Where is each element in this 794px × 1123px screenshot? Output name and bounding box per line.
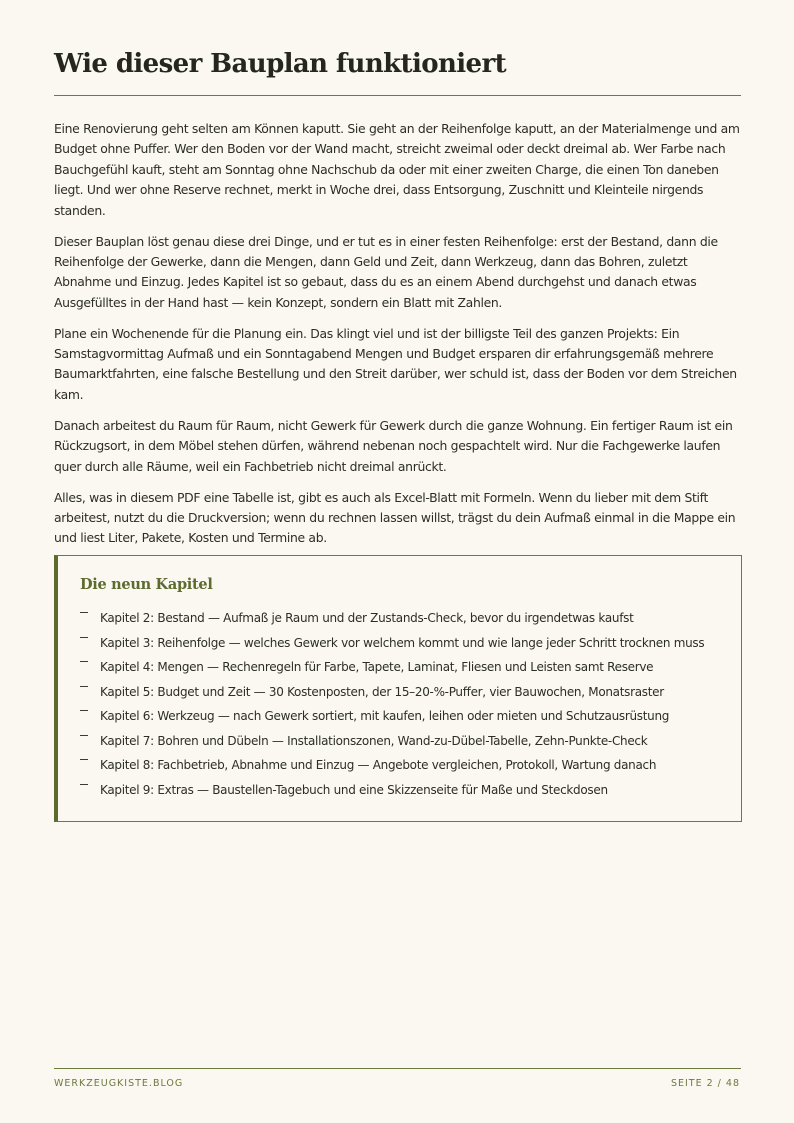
- chapter-list-item: [80, 632, 720, 657]
- chapter-list-item: [80, 754, 720, 779]
- chapter-label: Kapitel 5: Budget und Zeit — 30 Kostenposten, der 15–20-%-Puffer, vier Bauwochen, Monatsraster: [100, 684, 664, 699]
- title-divider: [54, 95, 741, 96]
- footer-page-number: SEITE 2 / 48: [670, 1078, 740, 1089]
- dash-bullet-icon: [80, 637, 88, 638]
- chapter-list-item: [80, 681, 720, 706]
- dash-bullet-icon: [80, 710, 88, 711]
- chapter-label: Kapitel 7: Bohren und Dübeln — Installationszonen, Wand-zu-Dübel-Tabelle, Zehn-Punkte-Check: [100, 733, 648, 748]
- chapter-label: Kapitel 4: Mengen — Rechenregeln für Farbe, Tapete, Laminat, Fliesen und Leisten samt Reserve: [100, 660, 654, 674]
- chapter-label: Kapitel 9: Extras — Baustellen-Tagebuch und eine Skizzenseite für Maße und Steckdosen: [100, 782, 608, 797]
- chapter-label: Kapitel 6: Werkzeug — nach Gewerk sortiert, mit kaufen, leihen oder mieten und Schutzausrüstung: [100, 709, 670, 723]
- chapter-label: Kapitel 2: Bestand — Aufmaß je Raum und der Zustands-Check, bevor du irgendetwas kaufst: [100, 611, 634, 625]
- page-title: Wie dieser Bauplan funktioniert: [54, 49, 506, 79]
- dash-bullet-icon: [80, 661, 88, 662]
- paragraph: Alles, was in diesem PDF eine Tabelle ist, gibt es auch als Excel-Blatt mit Formeln. Wenn du lieber mit dem Stift arbeitest, nutzt du die Druckversion; wenn du rechnen lassen willst, trägst du dein Aufmaß einmal in die Mappe ein und liest Liter, Pakete, Kosten und Termine ab.: [54, 489, 736, 546]
- chapter-list-item: [80, 705, 720, 730]
- chapter-list-item: [80, 730, 720, 755]
- body-text: [54, 119, 742, 559]
- footer-divider: [54, 1068, 741, 1069]
- chapter-list-item: [80, 779, 720, 804]
- paragraph: Eine Renovierung geht selten am Können kaputt. Sie geht an der Reihenfolge kaputt, an der Materialmenge und am Budget ohne Puffer. Wer den Boden vor der Wand macht, streicht zweimal oder deckt dreimal ab. Wer Farbe nach Bauchgefühl kauft, steht am Sonntag ohne Nachschub da oder mit einer zweiten Charge, die einen Ton daneben liegt. Und wer ohne Reserve rechnet, merkt in Woche drei, dass Entsorgung, Zuschnitt und Kleinteile nirgends standen.: [54, 121, 740, 218]
- paragraph: Dieser Bauplan löst genau diese drei Dinge, und er tut es in einer festen Reihenfolge: erst der Bestand, dann die Reihenfolge der Gewerke, dann die Mengen, dann Geld und Zeit, dann Werkzeug, dann das Bohren, zuletzt Abnahme und Einzug. Jedes Kapitel ist so gebaut, dass du es an einem Abend durchgehst und danach etwas Ausgefülltes in der Hand hast — kein Konzept, sondern ein Blatt mit Zahlen.: [54, 233, 718, 310]
- dash-bullet-icon: [80, 612, 88, 613]
- dash-bullet-icon: [80, 759, 88, 760]
- chapter-list: [80, 607, 720, 803]
- dash-bullet-icon: [80, 784, 88, 785]
- paragraph: Danach arbeitest du Raum für Raum, nicht Gewerk für Gewerk durch die ganze Wohnung. Ein fertiger Raum ist ein Rückzugsort, in dem Möbel stehen dürfen, während nebenan noch gespachtelt wird. Nur die Fachgewerke laufen quer durch alle Räume, weil ein Fachbetrieb nicht dreimal anrückt.: [54, 417, 733, 474]
- paragraph: Plane ein Wochenende für die Planung ein. Das klingt viel und ist der billigste Teil des ganzen Projekts: Ein Samstagvormittag Aufmaß und ein Sonntagabend Mengen und Budget ersparen dir erfahrungsgemäß mehrere Baumarktfahrten, eine falsche Bestellung und den Streit darüber, wer schuld ist, dass der Boden vor dem Streichen kam.: [54, 325, 737, 402]
- dash-bullet-icon: [80, 686, 88, 687]
- chapter-label: Kapitel 3: Reihenfolge — welches Gewerk vor welchem kommt und wie lange jeder Schritt trocknen muss: [100, 635, 705, 650]
- chapter-box-title: Die neun Kapitel: [80, 576, 213, 593]
- footer-site-name: WERKZEUGKISTE.BLOG: [54, 1078, 184, 1089]
- chapter-label: Kapitel 8: Fachbetrieb, Abnahme und Einzug — Angebote vergleichen, Protokoll, Wartung danach: [100, 758, 657, 772]
- chapter-list-item: [80, 607, 720, 632]
- chapter-overview-box: [54, 555, 742, 822]
- chapter-list-item: [80, 656, 720, 681]
- dash-bullet-icon: [80, 735, 88, 736]
